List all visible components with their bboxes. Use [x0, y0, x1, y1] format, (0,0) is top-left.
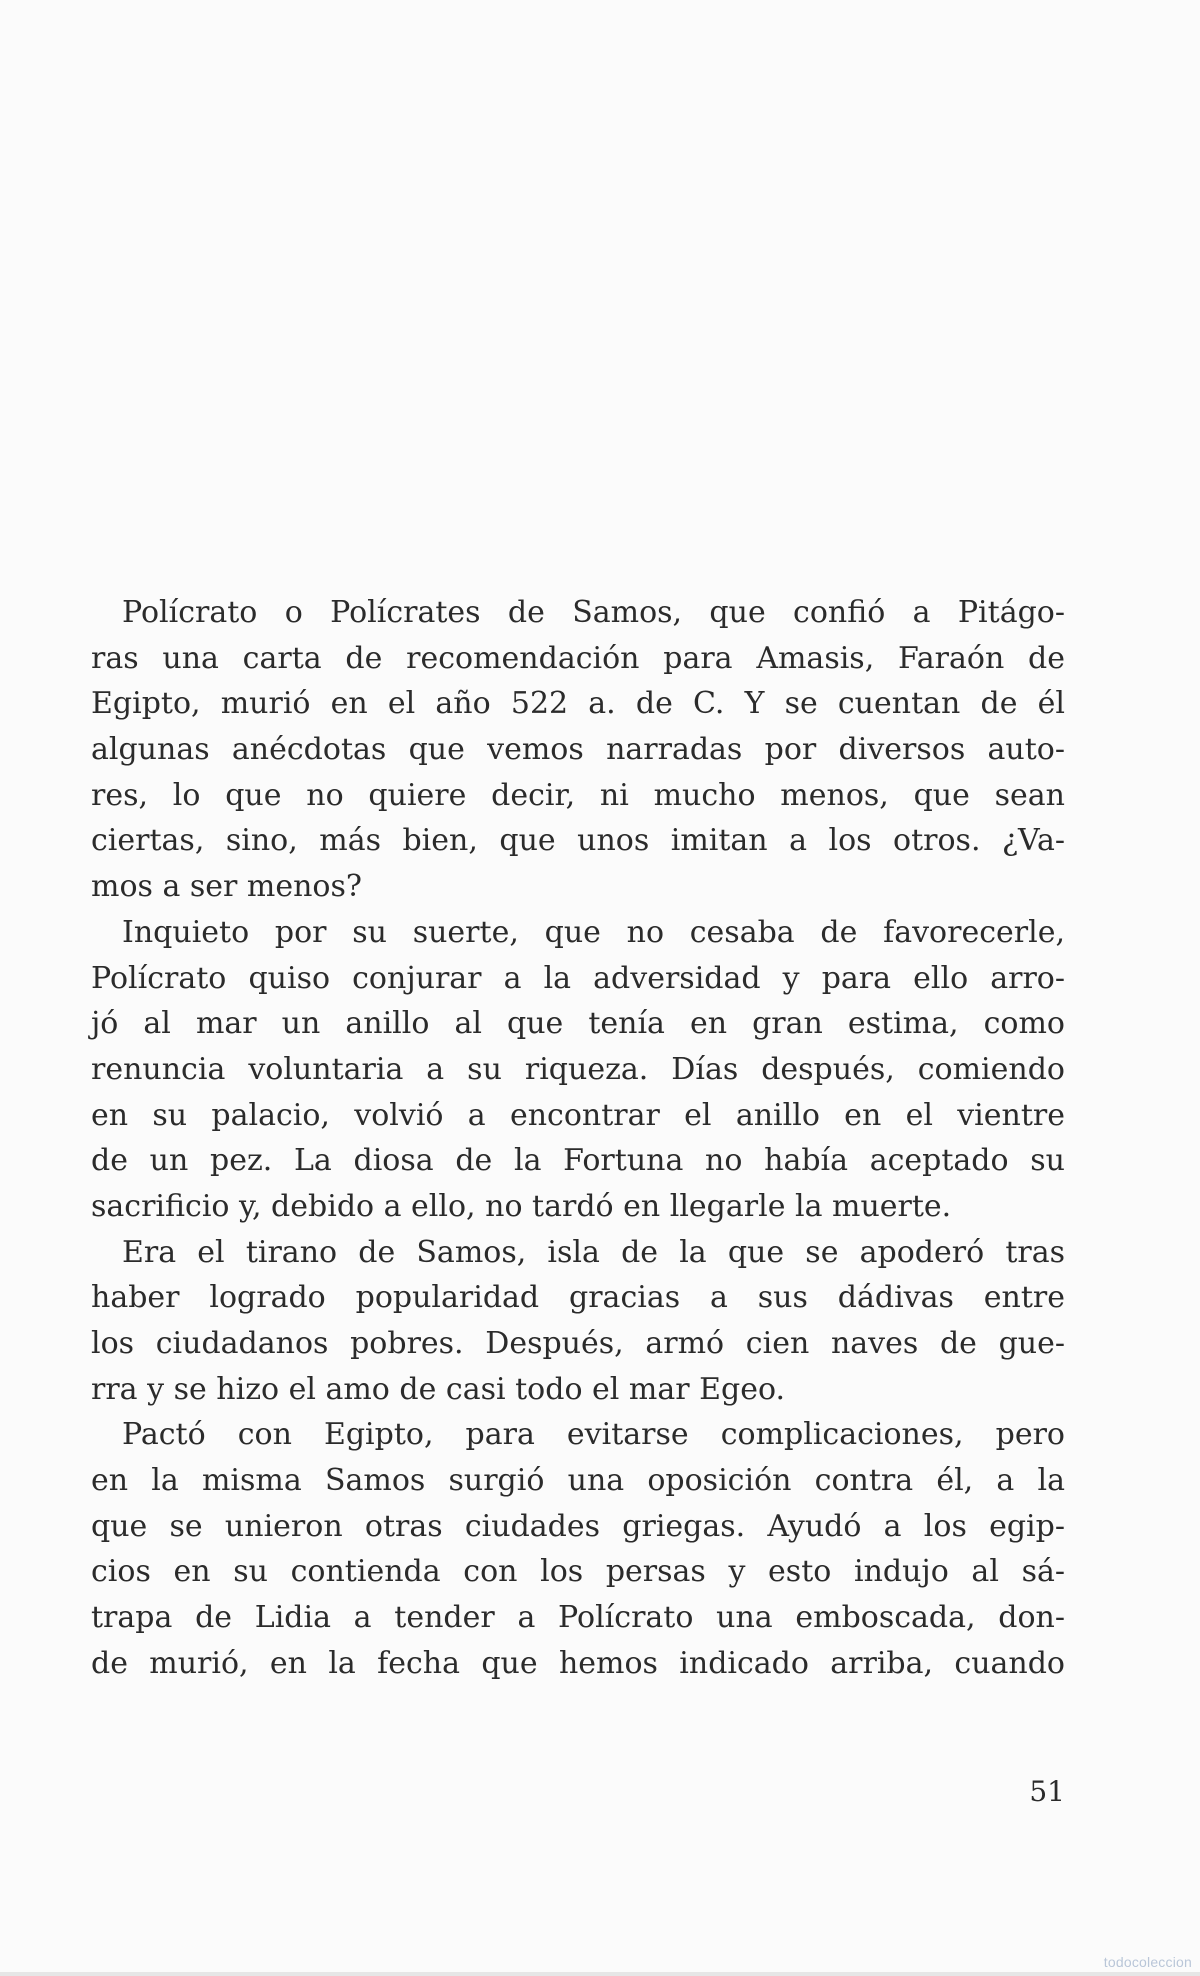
text-line: mos a ser menos?	[91, 869, 362, 905]
text-line: Inquieto por su suerte, que no cesaba de favorecerle,	[122, 914, 1065, 950]
text-line: Era el tirano de Samos, isla de la que se apoderó tras	[122, 1234, 1065, 1270]
text-line: trapa de Lidia a tender a Polícrato una emboscada, don-	[91, 1600, 1065, 1636]
text-line: en su palacio, volvió a encontrar el anillo en el vientre	[91, 1097, 1065, 1133]
text-line: haber logrado popularidad gracias a sus dádivas entre	[91, 1280, 1065, 1316]
scan-edge	[0, 1972, 1200, 1976]
text-line: sacrificio y, debido a ello, no tardó en llegarle la muerte.	[91, 1188, 952, 1224]
text-line: Polícrato o Polícrates de Samos, que confió a Pitágo-	[122, 595, 1065, 630]
text-line: ciertas, sino, más bien, que unos imitan a los otros. ¿Va-	[91, 823, 1065, 859]
text-line: cios en su contienda con los persas y esto indujo al sá-	[91, 1554, 1065, 1590]
text-line: en la misma Samos surgió una oposición contra él, a la	[91, 1463, 1065, 1499]
text-line: los ciudadanos pobres. Después, armó cien naves de gue-	[91, 1326, 1065, 1361]
text-line: que se unieron otras ciudades griegas. Ayudó a los egip-	[91, 1508, 1065, 1544]
text-line: renuncia voluntaria a su riqueza. Días después, comiendo	[91, 1051, 1065, 1087]
text-line: algunas anécdotas que vemos narradas por diversos auto-	[91, 732, 1065, 768]
text-line: rra y se hizo el amo de casi todo el mar Egeo.	[91, 1371, 786, 1407]
text-line: Pactó con Egipto, para evitarse complicaciones, pero	[122, 1417, 1065, 1453]
watermark: todocoleccion	[1103, 1954, 1192, 1970]
page-number: 51	[1029, 1775, 1065, 1808]
text-line: res, lo que no quiere decir, ni mucho menos, que sean	[91, 777, 1065, 813]
text-line: Egipto, murió en el año 522 a. de C. Y se cuentan de él	[91, 686, 1065, 722]
text-line: Polícrato quiso conjurar a la adversidad y para ello arro-	[91, 960, 1065, 996]
body-text	[91, 590, 1065, 1687]
text-line: de murió, en la fecha que hemos indicado arriba, cuando	[91, 1645, 1065, 1681]
text-line: jó al mar un anillo al que tenía en gran estima, como	[91, 1006, 1065, 1042]
text-line: ras una carta de recomendación para Amasis, Faraón de	[91, 640, 1065, 676]
text-line: de un pez. La diosa de la Fortuna no había aceptado su	[91, 1143, 1065, 1179]
